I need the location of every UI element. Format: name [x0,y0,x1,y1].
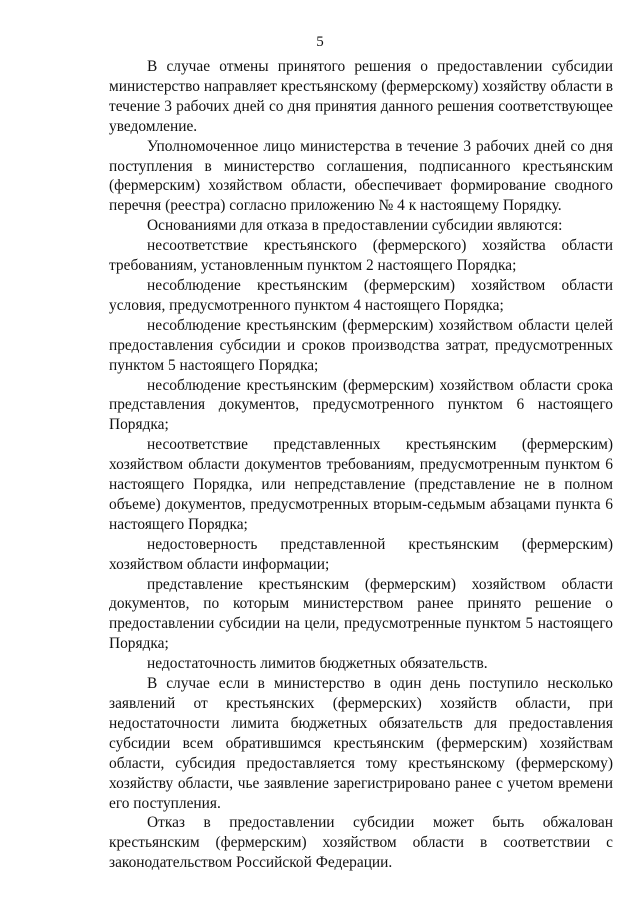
paragraph-authorized-person: Уполномоченное лицо министерства в течение 3 рабочих дней со дня поступления в министерство соглашения, подписанного крестьянским (фермерским) хозяйством области, обеспечивает формирование сводного перечня (реестра) согласно приложению № 4 к настоящему Порядку. [109,137,613,215]
list-item-refusal-ground: несоответствие крестьянского (фермерского) хозяйства области требованиям, установленным пунктом 2 настоящего Порядка; [109,237,613,275]
page-number: 5 [316,34,324,50]
list-item-refusal-ground: несоблюдение крестьянским (фермерским) хозяйством области условия, предусмотренного пунктом 4 настоящего Порядка; [109,276,613,314]
paragraph-appeal: Отказ в предоставлении субсидии может быть обжалован крестьянским (фермерским) хозяйством области в соответствии с законодательством Российской Федерации. [109,814,613,872]
list-item-refusal-ground: недостаточность лимитов бюджетных обязательств. [147,655,488,673]
paragraph-subsidy-cancellation: В случае отмены принятого решения о предоставлении субсидии министерство направляет крестьянскому (фермерскому) хозяйству области в течение 3 рабочих дней со дня принятия данного решения соответствующее уведомление. [109,58,613,135]
list-item-refusal-ground: несоблюдение крестьянским (фермерским) хозяйством области целей предоставления субсидии и сроков производства затрат, предусмотренных пунктом 5 настоящего Порядка; [109,316,613,374]
list-item-refusal-ground: несоответствие представленных крестьянским (фермерским) хозяйством области документов требованиям, предусмотренным пунктом 6 настоящего Порядка, или непредставление (представление не в полном объеме) документов, предусмотренных вторым-седьмым абзацами пункта 6 настоящего Порядка; [109,436,613,533]
list-item-refusal-ground: недостоверность представленной крестьянским (фермерским) хозяйством области информации; [109,535,613,573]
document-body [109,57,613,873]
paragraph-same-day-applications: В случае если в министерство в один день поступило несколько заявлений от крестьянских (фермерских) хозяйств области, при недостаточности лимита бюджетных обязательств для предоставления субсидии всем обратившимся крестьянским (фермерским) хозяйствам области, субсидия предоставляется тому крестьянскому (фермерскому) хозяйству области, чье заявление зарегистрировано ранее с учетом времени его поступления. [109,675,613,812]
paragraph-refusal-grounds-intro: Основаниями для отказа в предоставлении субсидии являются: [147,217,563,235]
list-item-refusal-ground: несоблюдение крестьянским (фермерским) хозяйством области срока представления документов, предусмотренного пунктом 6 настоящего Порядка; [109,376,613,434]
list-item-refusal-ground: представление крестьянским (фермерским) хозяйством области документов, по которым министерством ранее принято решение о предоставлении субсидии на цели, предусмотренные пунктом 5 настоящего Порядка; [109,575,613,653]
